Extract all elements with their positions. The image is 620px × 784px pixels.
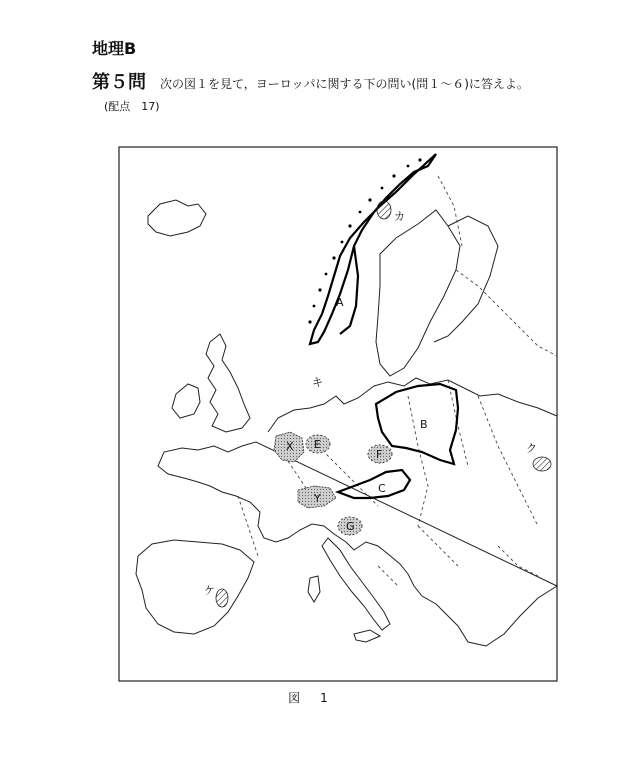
- subject-title: 地理B: [92, 39, 137, 58]
- figure-caption: 図 1: [288, 691, 332, 705]
- italy-outline: [322, 538, 390, 630]
- hatched-area-ka: [377, 201, 391, 219]
- hatched-area-ku: [533, 457, 551, 471]
- sweden-finland-outline: [376, 210, 498, 376]
- question-number: 第５問: [92, 72, 146, 93]
- question-row: [92, 68, 529, 94]
- label-x: X: [286, 440, 294, 453]
- label-a: A: [336, 296, 344, 309]
- label-ki: キ: [312, 376, 323, 389]
- points-note: (配点 17): [104, 100, 160, 113]
- continent-coastline: [158, 378, 557, 646]
- ireland-outline: [172, 384, 200, 418]
- label-f: F: [376, 448, 383, 461]
- label-b: B: [420, 418, 428, 431]
- label-g: G: [346, 520, 355, 533]
- question-text: 次の図１を見て，ヨーロッパに関する下の問い(問１～６)に答えよ。: [160, 77, 529, 91]
- label-c: C: [378, 482, 386, 495]
- sicily-outline: [354, 630, 380, 642]
- label-ke: ケ: [204, 584, 215, 597]
- iceland-outline: [148, 200, 206, 236]
- region-c-austria-outline: [338, 470, 410, 498]
- label-y: Y: [314, 492, 321, 505]
- europe-map: [118, 146, 558, 682]
- label-e: E: [314, 438, 321, 451]
- region-a-norway-outline: [310, 154, 436, 344]
- sardinia-outline: [308, 576, 320, 602]
- label-ku: ク: [526, 442, 537, 455]
- label-ka: カ: [394, 210, 405, 223]
- great-britain-outline: [206, 334, 250, 432]
- hatched-area-ke: [216, 589, 228, 607]
- iberia-outline: [136, 540, 254, 634]
- map-frame: [119, 147, 557, 681]
